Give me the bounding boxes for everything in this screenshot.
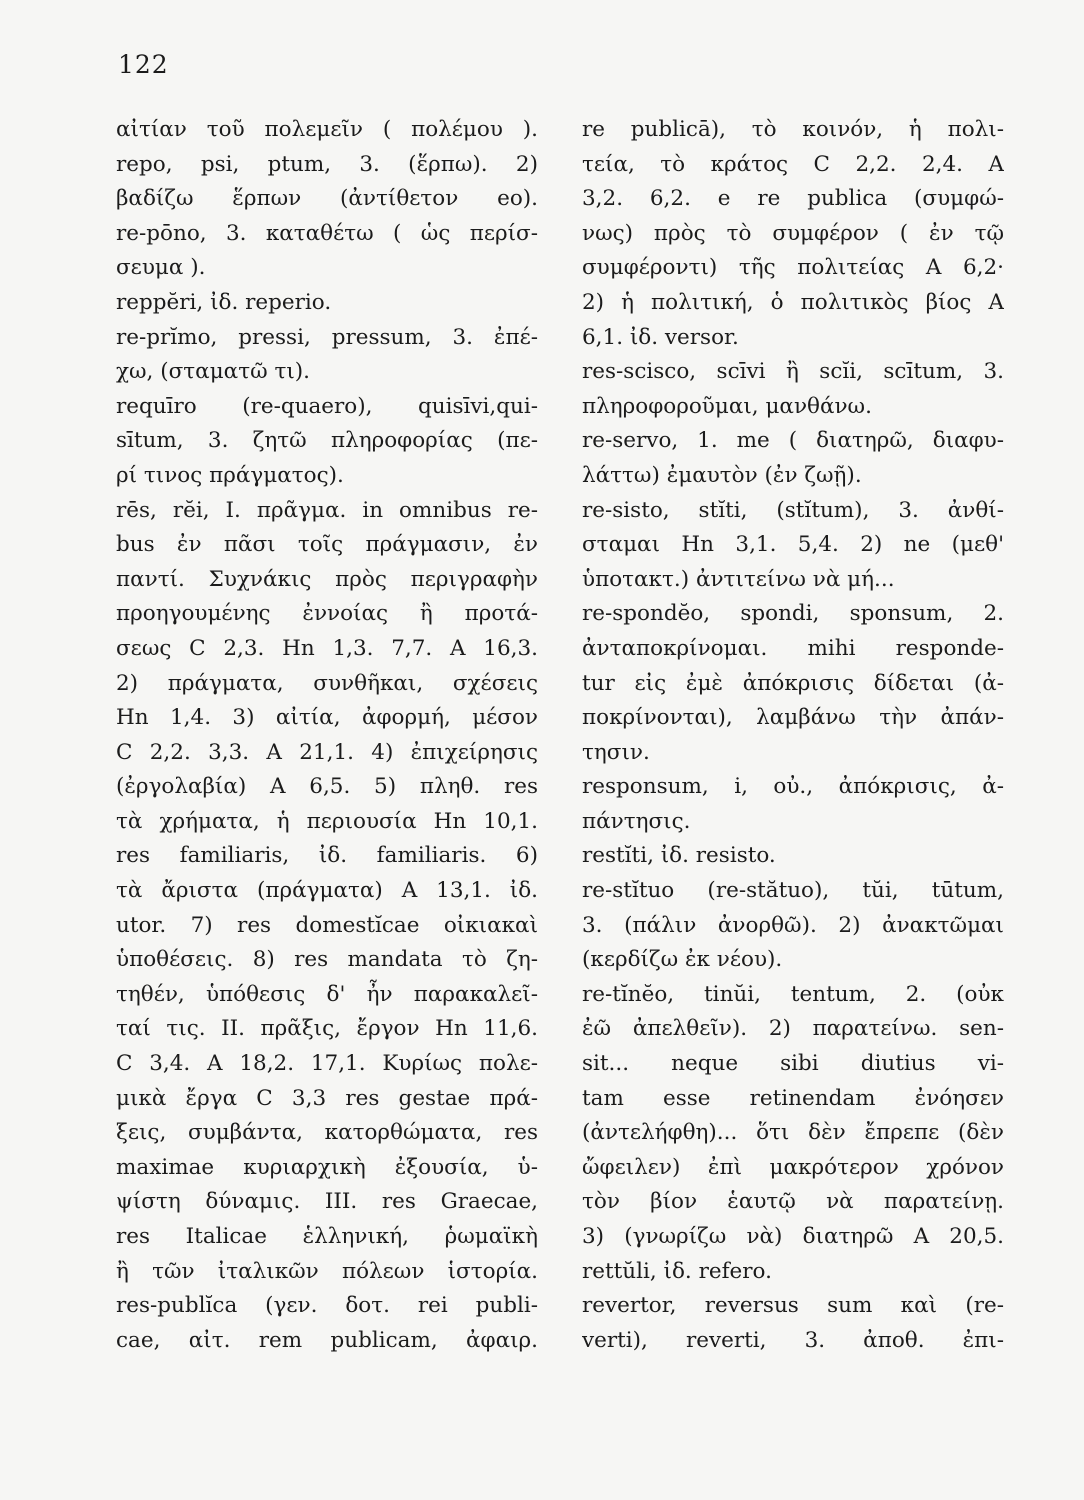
- text-line: ἢ τῶν ἰταλικῶν πόλεων ἱστορία.: [116, 1258, 538, 1284]
- text-line: λάττω) ἐμαυτὸν (ἐν ζωῇ).: [582, 462, 862, 488]
- right-column: [582, 113, 1004, 1358]
- text-line: tam esse retinendam ἐνόησεν: [582, 1085, 1004, 1111]
- text-line: Hn 1,4. 3) αἰτία, ἀφορμή, μέσον: [116, 705, 538, 731]
- text-line: ὑποτακτ.) ἀντιτείνω νὰ μή...: [582, 566, 895, 592]
- text-line: πληροφοροῦμαι, μανθάνω.: [582, 393, 872, 419]
- text-line: ἐῶ ἀπελθεῖν). 2) παρατείνω. sen-: [582, 1016, 1004, 1042]
- left-column: [116, 113, 538, 1358]
- text-line: ποκρίνονται), λαμβάνω τὴν ἀπάν-: [582, 705, 1004, 731]
- text-line: requīro (re-quaero), quisīvi,qui-: [116, 393, 538, 419]
- text-line: 3) (γνωρίζω νὰ) διατηρῶ A 20,5.: [582, 1224, 1004, 1249]
- text-line: res-publĭca (γεν. δοτ. rei publi-: [116, 1293, 538, 1319]
- text-line: ὑποθέσεις. 8) res mandata τὸ ζη-: [116, 947, 538, 973]
- text-line: πάντησις.: [582, 808, 691, 834]
- text-line: verti), reverti, 3. ἀποθ. ἐπι-: [582, 1327, 1004, 1353]
- text-line: τηθέν, ὑπόθεσις δ' ἦν παρακαλεῖ-: [116, 981, 538, 1007]
- text-line: tur εἰς ἐμὲ ἀπόκρισις δίδεται (ἀ-: [582, 670, 1004, 696]
- text-line: τησιν.: [582, 739, 650, 765]
- text-line: τὰ χρήματα, ἡ περιουσία Hn 10,1.: [116, 808, 538, 834]
- text-line: C 3,4. A 18,2. 17,1. Κυρίως πολε-: [116, 1051, 538, 1077]
- text-line: προηγουμένης ἐννοίας ἢ προτά-: [116, 601, 538, 627]
- text-line: 6,1. ἰδ. versor.: [582, 324, 739, 350]
- text-line: ἀνταποκρίνομαι. mihi responde-: [582, 635, 1004, 661]
- text-line: ρί τινος πράγματος).: [116, 462, 344, 488]
- text-line: νως) πρὸς τὸ συμφέρον ( ἐν τῷ: [582, 220, 1004, 246]
- text-line: res Italicae ἑλληνική, ῥωμαϊκὴ: [116, 1224, 538, 1249]
- text-line: τὰ ἄριστα (πράγματα) A 13,1. ἰδ.: [116, 878, 538, 904]
- text-line: σταμαι Hn 3,1. 5,4. 2) ne (μεθ': [582, 532, 1004, 558]
- text-line: ταί τις. II. πρᾶξις, ἔργον Hn 11,6.: [116, 1016, 538, 1042]
- text-line: (ἐργολαβία) A 6,5. 5) πληθ. res: [116, 774, 538, 800]
- text-line: αἰτίαν τοῦ πολεμεῖν ( πολέμου ).: [116, 117, 538, 142]
- text-line: repo, psi, ptum, 3. (ἕρπω). 2): [116, 151, 538, 177]
- text-line: σευμα ).: [116, 255, 206, 281]
- text-line: rettŭli, ἰδ. refero.: [582, 1258, 772, 1284]
- text-line: re-sisto, stĭti, (stĭtum), 3. ἀνθί-: [582, 497, 1004, 523]
- text-line: (κερδίζω ἐκ νέου).: [582, 947, 783, 973]
- text-line: 2) ἡ πολιτική, ὁ πολιτικὸς βίος A: [582, 289, 1004, 315]
- text-line: 2) πράγματα, συνθῆκαι, σχέσεις: [116, 670, 538, 696]
- text-line: ξεις, συμβάντα, κατορθώματα, res: [116, 1120, 538, 1146]
- text-line: 3. (πάλιν ἀνορθῶ). 2) ἀνακτῶμαι: [582, 912, 1004, 938]
- text-line: σεως C 2,3. Hn 1,3. 7,7. A 16,3.: [116, 635, 538, 661]
- text-line: re-stĭtuo (re-stătuo), tŭi, tūtum,: [582, 878, 1004, 904]
- text-line: revertor, reversus sum καὶ (re-: [582, 1293, 1004, 1319]
- text-line: re publicā), τὸ κοινόν, ἡ πολι-: [582, 117, 1004, 142]
- text-line: res familiaris, ἰδ. familiaris. 6): [116, 843, 538, 869]
- page-number: 122: [118, 50, 169, 79]
- text-line: ὤφειλεν) ἐπὶ μακρότερον χρόνον: [582, 1154, 1004, 1180]
- text-line: συμφέροντι) τῆς πολιτείας A 6,2·: [582, 255, 1004, 281]
- text-line: sit... neque sibi diutius vi-: [582, 1051, 1004, 1077]
- text-line: ψίστη δύναμις. III. res Graecae,: [116, 1189, 538, 1215]
- text-line: rēs, rĕi, I. πρᾶγμα. in omnibus re-: [116, 497, 538, 523]
- text-line: utor. 7) res domestĭcae οἰκιακαὶ: [116, 912, 538, 938]
- text-line: 3,2. 6,2. e re publica (συμφώ-: [582, 186, 1004, 212]
- text-line: re-spondĕo, spondi, sponsum, 2.: [582, 601, 1004, 627]
- text-line: maximae κυριαρχικὴ ἐξουσία, ὑ-: [116, 1154, 538, 1180]
- text-line: (ἀντελήφθη)... ὅτι δὲν ἔπρεπε (δὲν: [582, 1120, 1004, 1146]
- text-line: reppĕri, ἰδ. reperio.: [116, 289, 332, 315]
- text-line: βαδίζω ἕρπων (ἀντίθετον eo).: [116, 186, 538, 212]
- text-line: cae, αἰτ. rem publicam, ἀφαιρ.: [116, 1327, 538, 1353]
- text-line: re-prĭmo, pressi, pressum, 3. ἐπέ-: [116, 324, 538, 350]
- text-line: C 2,2. 3,3. A 21,1. 4) ἐπιχείρησις: [116, 739, 538, 765]
- text-line: χω, (σταματῶ τι).: [116, 359, 311, 385]
- text-line: re-servo, 1. me ( διατηρῶ, διαφυ-: [582, 428, 1004, 454]
- text-line: μικὰ ἔργα C 3,3 res gestae πρά-: [116, 1085, 538, 1111]
- text-line: τὸν βίον ἑαυτῷ νὰ παρατείνῃ.: [582, 1189, 1004, 1215]
- text-line: res-scisco, scīvi ἢ scĭi, scītum, 3.: [582, 359, 1004, 385]
- text-line: τεία, τὸ κράτος C 2,2. 2,4. A: [582, 151, 1004, 177]
- text-line: responsum, i, οὐ., ἀπόκρισις, ἀ-: [582, 774, 1004, 800]
- text-line: restĭti, ἰδ. resisto.: [582, 843, 776, 869]
- text-line: re-pōno, 3. καταθέτω ( ὡς περίσ-: [116, 220, 538, 246]
- text-line: bus ἐν πᾶσι τοῖς πράγμασιν, ἐν: [116, 532, 538, 558]
- text-line: παντί. Συχνάκις πρὸς περιγραφὴν: [116, 566, 538, 592]
- text-line: re-tĭnĕo, tinŭi, tentum, 2. (οὐκ: [582, 981, 1004, 1007]
- text-line: sītum, 3. ζητῶ πληροφορίας (πε-: [116, 428, 538, 454]
